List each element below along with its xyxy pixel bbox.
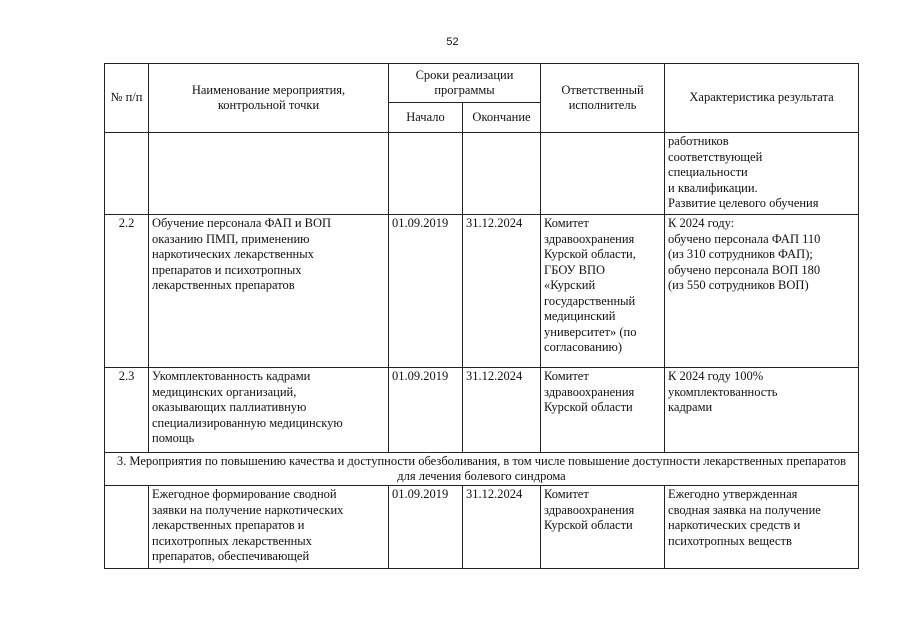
- row-num: 2.2: [105, 215, 149, 368]
- row-start: 01.09.2019: [389, 215, 463, 368]
- table-row: [105, 133, 859, 215]
- header-result: Характеристика результата: [665, 64, 859, 133]
- header-end: Окончание: [463, 103, 541, 133]
- table-row: [105, 486, 859, 569]
- row-end: 31.12.2024: [463, 368, 541, 453]
- row-num: 2.3: [105, 368, 149, 453]
- row-executor: [541, 133, 665, 215]
- row-executor: Комитет здравоохранения Курской области: [541, 368, 665, 453]
- row-result: Ежегодно утвержденная сводная заявка на получение наркотических средств и психотропных веществ: [665, 486, 859, 569]
- row-start: 01.09.2019: [389, 368, 463, 453]
- header-executor: Ответственный исполнитель: [541, 64, 665, 133]
- row-name: Ежегодное формирование сводной заявки на получение наркотических лекарственных препаратов и психотропных лекарственных препаратов, обеспечивающей: [149, 486, 389, 569]
- row-result: работников соответствующей специальности и квалификации. Развитие целевого обучения: [665, 133, 859, 215]
- row-start: 01.09.2019: [389, 486, 463, 569]
- row-executor: Комитет здравоохранения Курской области: [541, 486, 665, 569]
- row-start: [389, 133, 463, 215]
- program-table: [104, 63, 859, 569]
- header-start: Начало: [389, 103, 463, 133]
- section-title: 3. Мероприятия по повышению качества и доступности обезболивания, в том числе повышение доступности лекарственных препаратов для лечения болевого синдрома: [105, 453, 859, 486]
- row-end: 31.12.2024: [463, 215, 541, 368]
- row-name: Укомплектованность кадрами медицинских организаций, оказывающих паллиативную специализированную медицинскую помощь: [149, 368, 389, 453]
- row-end: [463, 133, 541, 215]
- header-dates: Сроки реализации программы: [389, 64, 541, 103]
- row-executor: Комитет здравоохранения Курской области, ГБОУ ВПО «Курский государственный медицинский университет» (по согласованию): [541, 215, 665, 368]
- row-num: [105, 486, 149, 569]
- header-num: № п/п: [105, 64, 149, 133]
- row-end: 31.12.2024: [463, 486, 541, 569]
- row-name: Обучение персонала ФАП и ВОП оказанию ПМП, применению наркотических лекарственных препаратов и психотропных лекарственных препаратов: [149, 215, 389, 368]
- row-result: К 2024 году: обучено персонала ФАП 110 (из 310 сотрудников ФАП); обучено персонала ВОП 180 (из 550 сотрудников ВОП): [665, 215, 859, 368]
- header-name: Наименование мероприятия, контрольной точки: [149, 64, 389, 133]
- row-result: К 2024 году 100% укомплектованность кадрами: [665, 368, 859, 453]
- row-name: [149, 133, 389, 215]
- section-row: [105, 453, 859, 486]
- table-row: [105, 368, 859, 453]
- page-number: 52: [446, 36, 459, 48]
- row-num: [105, 133, 149, 215]
- table-row: [105, 215, 859, 368]
